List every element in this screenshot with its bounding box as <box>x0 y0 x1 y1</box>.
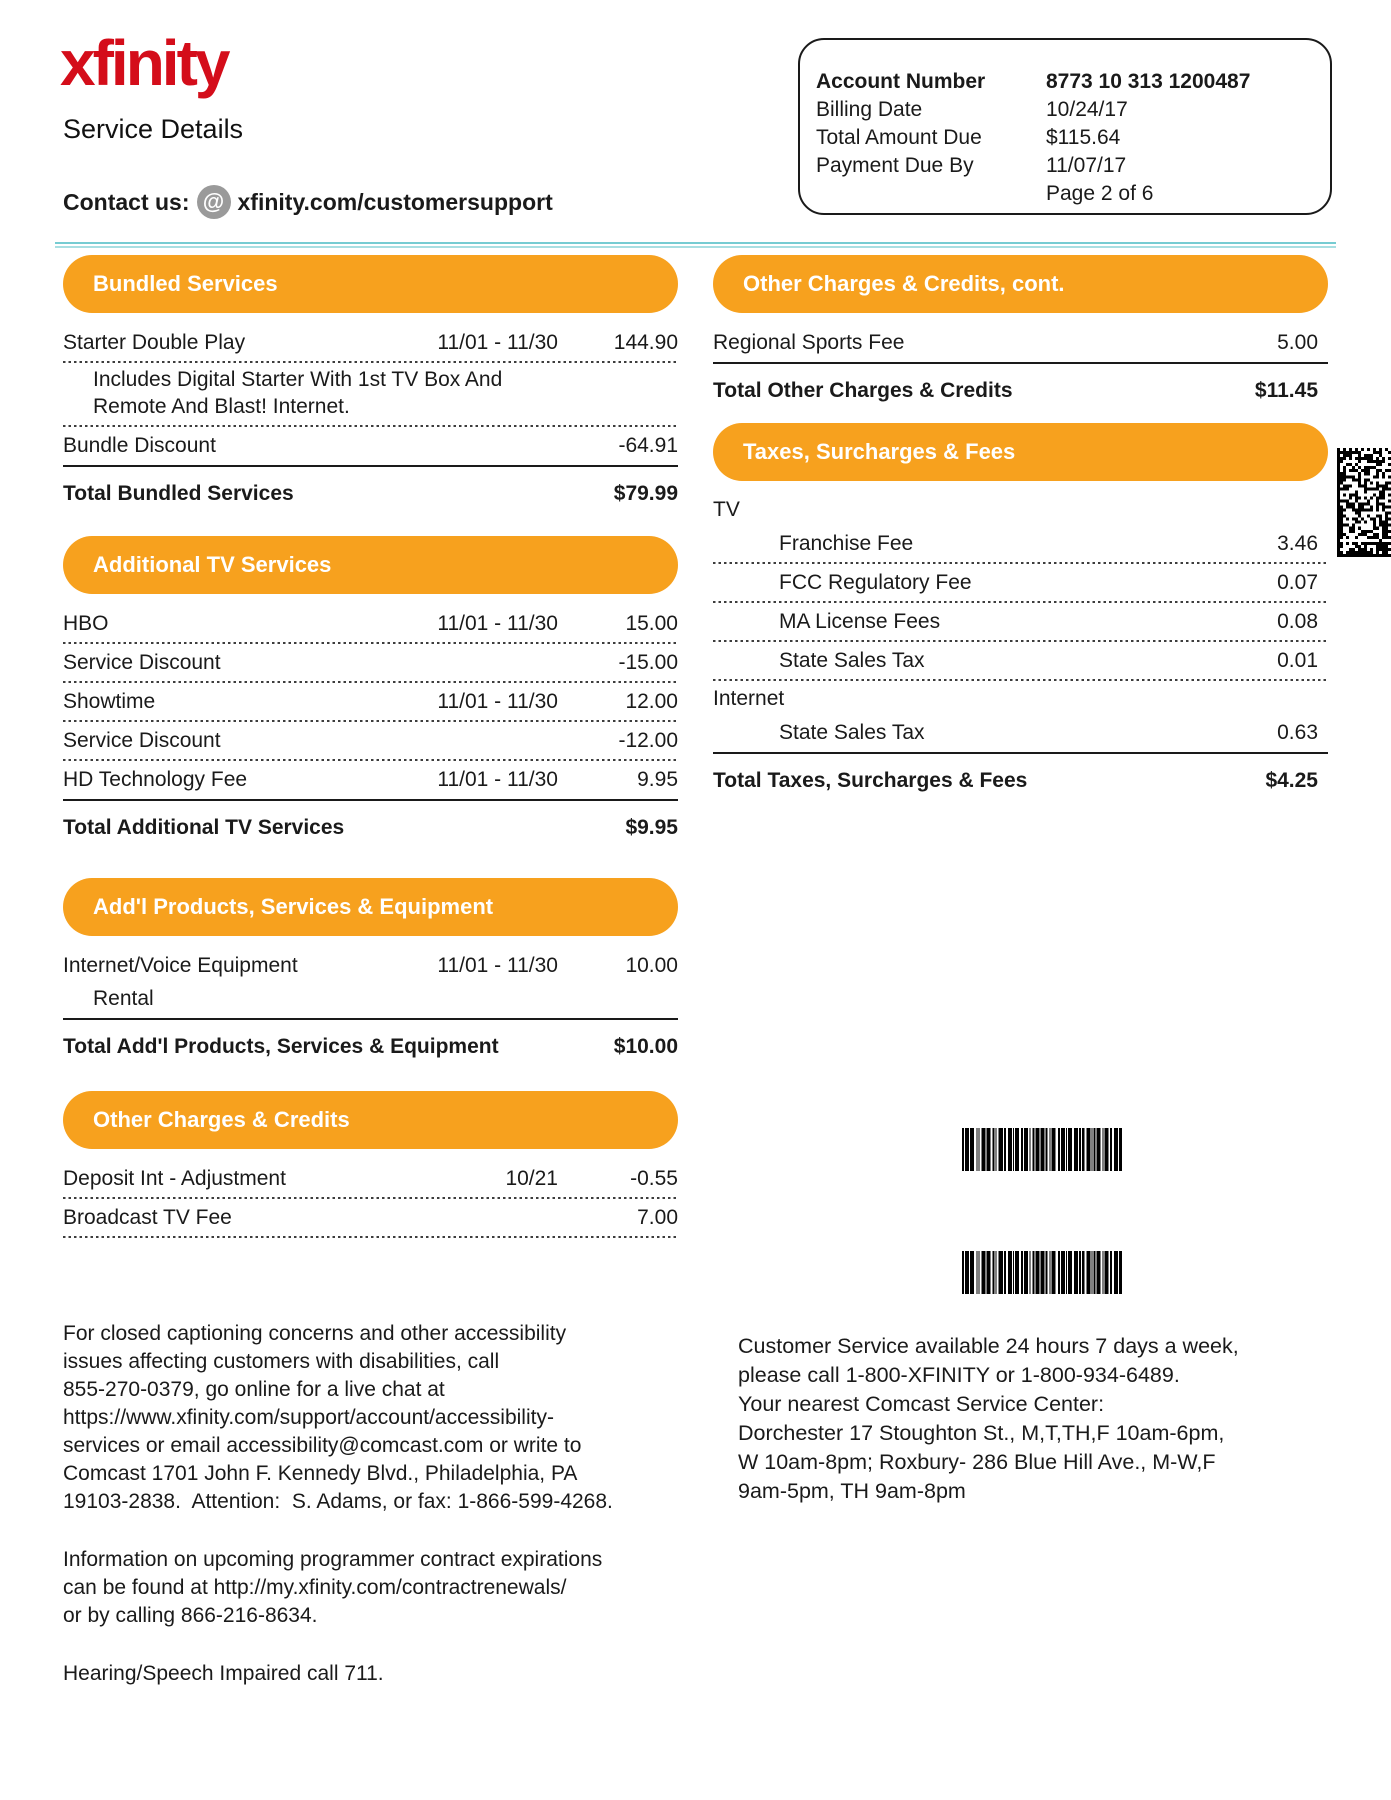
xfinity-logo: xfinity <box>60 27 228 99</box>
dotted-divider <box>63 642 678 644</box>
line-item-name: Internet/Voice Equipment <box>63 953 298 977</box>
line-item-amount: 3.46 <box>1277 531 1318 555</box>
line-item-amount: $9.95 <box>625 816 678 839</box>
total-row <box>63 801 678 850</box>
contact-label: Contact us: <box>63 188 190 215</box>
section-taxes-surcharges-fees <box>713 423 1328 803</box>
line-item-date: 11/01 - 11/30 <box>437 953 558 977</box>
total-row <box>63 1020 678 1069</box>
line-item-amount: 9.95 <box>637 767 678 791</box>
line-item-amount: 144.90 <box>613 330 678 354</box>
line-item-row <box>63 325 678 360</box>
line-item-row <box>63 645 678 680</box>
contact-url: xfinity.com/customersupport <box>237 188 553 215</box>
line-item-row <box>63 723 678 758</box>
section-title: Bundled Services <box>93 271 278 296</box>
account-box-row <box>816 96 1330 124</box>
account-box-value: 8773 10 313 1200487 <box>1046 70 1251 93</box>
line-item-row <box>713 643 1328 678</box>
line-item-row <box>63 1161 678 1196</box>
dotted-divider <box>63 720 678 722</box>
line-item-name: State Sales Tax <box>779 648 925 672</box>
account-box-label: Payment Due By <box>816 154 974 177</box>
section-add-l-products-services-equipment <box>63 878 678 1069</box>
line-item-row <box>63 1200 678 1235</box>
section-rows <box>63 602 678 850</box>
group-row <box>713 682 1328 715</box>
line-item-name: Total Other Charges & Credits <box>713 379 1013 402</box>
customer-service-note <box>738 1332 1338 1506</box>
line-item-name: Total Bundled Services <box>63 482 294 505</box>
line-item-name: Total Taxes, Surcharges & Fees <box>713 769 1028 792</box>
line-item-name: MA License Fees <box>779 609 941 633</box>
line-item-date: 11/01 - 11/30 <box>437 611 558 635</box>
line-item-name: Service Discount <box>63 728 221 752</box>
dotted-divider <box>63 361 678 363</box>
footnote-line: can be found at http://my.xfinity.com/contractrenewals/ <box>63 1576 567 1599</box>
line-item-note <box>63 364 678 424</box>
dotted-divider <box>713 601 1328 603</box>
section-other-charges-credits-cont <box>713 255 1328 413</box>
line-item-amount: -0.55 <box>630 1166 678 1190</box>
line-item-row <box>63 948 678 983</box>
footnote-paragraph <box>63 1546 678 1630</box>
customer-service-line: Your nearest Comcast Service Center: <box>738 1392 1105 1416</box>
footnote-line: or by calling 866-216-8634. <box>63 1604 318 1627</box>
line-item-name: State Sales Tax <box>779 720 925 744</box>
line-item-amount: $79.99 <box>613 482 678 505</box>
note-line: Includes Digital Starter With 1st TV Box And <box>93 368 503 391</box>
line-item-name: Deposit Int - Adjustment <box>63 1166 286 1190</box>
line-item-row <box>713 565 1328 600</box>
line-item-amount: $11.45 <box>1254 379 1318 402</box>
section-title: Other Charges & Credits <box>93 1107 350 1132</box>
left-column <box>63 255 678 1718</box>
dotted-divider <box>63 1197 678 1199</box>
total-row <box>63 467 678 516</box>
line-item-amount: 15.00 <box>625 611 678 635</box>
section-header-pill <box>63 255 678 313</box>
note-line: Remote And Blast! Internet. <box>93 395 350 418</box>
line-item-row <box>713 715 1328 750</box>
line-item-name: Showtime <box>63 689 156 713</box>
account-box-label: Account Number <box>816 70 986 93</box>
line-item-amount: 0.07 <box>1277 570 1318 594</box>
footnote-line: For closed captioning concerns and other accessibility <box>63 1322 567 1345</box>
account-summary-box <box>798 38 1332 215</box>
footnote-line: Hearing/Speech Impaired call 711. <box>63 1662 384 1685</box>
line-item-date: 11/01 - 11/30 <box>437 767 558 791</box>
line-item-row <box>63 762 678 797</box>
footnote-line: https://www.xfinity.com/support/account/accessibility- <box>63 1406 554 1429</box>
line-item-amount: -15.00 <box>618 650 678 674</box>
section-rows <box>63 1157 678 1238</box>
section-bundled-services <box>63 255 678 516</box>
line-item-amount: 5.00 <box>1277 330 1318 354</box>
account-box-row <box>816 152 1330 180</box>
contact-line <box>63 185 553 219</box>
customer-service-line: Customer Service available 24 hours 7 days a week, <box>738 1334 1239 1358</box>
footnote-line: Information on upcoming programmer contract expirations <box>63 1548 603 1571</box>
account-box-label: Billing Date <box>816 98 923 121</box>
line-item-name: Franchise Fee <box>779 531 914 555</box>
section-rows <box>713 489 1328 803</box>
footnote-paragraph <box>63 1320 678 1516</box>
line-item-amount: 0.63 <box>1277 720 1318 744</box>
line-item-amount: 12.00 <box>625 689 678 713</box>
line-item-row <box>63 428 678 463</box>
note-line: Rental <box>93 987 154 1010</box>
line-item-note <box>63 983 678 1016</box>
line-item-name: Starter Double Play <box>63 330 246 354</box>
line-item-name: TV <box>713 497 740 521</box>
section-title: Add'l Products, Services & Equipment <box>93 894 494 919</box>
line-item-row <box>713 526 1328 561</box>
account-box-value: $115.64 <box>1046 126 1121 149</box>
line-item-date: 11/01 - 11/30 <box>437 689 558 713</box>
customer-service-line: 9am-5pm, TH 9am-8pm <box>738 1479 966 1503</box>
page-title: Service Details <box>63 114 244 144</box>
account-box-label <box>816 180 1046 208</box>
line-item-name: Total Add'l Products, Services & Equipment <box>63 1035 499 1058</box>
account-box-row <box>816 180 1330 208</box>
section-header-pill <box>63 878 678 936</box>
section-rows <box>63 944 678 1069</box>
footnotes <box>63 1320 678 1688</box>
customer-service-line: Dorchester 17 Stoughton St., M,T,TH,F 10am-6pm, <box>738 1421 1225 1445</box>
line-item-name: Regional Sports Fee <box>713 330 905 354</box>
line-item-name: Broadcast TV Fee <box>63 1205 232 1229</box>
line-item-name: FCC Regulatory Fee <box>779 570 972 594</box>
line-item-date: 10/21 <box>505 1166 558 1190</box>
section-rows <box>713 321 1328 413</box>
header-divider <box>55 242 1336 248</box>
line-item-amount: -12.00 <box>618 728 678 752</box>
email-at-icon: @ <box>197 185 231 219</box>
account-box-value: Page 2 of 6 <box>1046 182 1154 205</box>
line-item-row <box>63 606 678 641</box>
dotted-divider <box>713 679 1328 681</box>
section-additional-tv-services <box>63 536 678 850</box>
dotted-divider <box>713 562 1328 564</box>
line-item-row <box>713 604 1328 639</box>
line-item-name: Service Discount <box>63 650 221 674</box>
line-item-amount: 7.00 <box>637 1205 678 1229</box>
total-row <box>713 364 1328 413</box>
section-title: Other Charges & Credits, cont. <box>743 271 1065 296</box>
dotted-divider <box>713 640 1328 642</box>
line-item-name: HD Technology Fee <box>63 767 248 791</box>
linear-barcode <box>962 1128 1123 1171</box>
footnote-line: issues affecting customers with disabilities, call <box>63 1350 500 1373</box>
account-box-value: 11/07/17 <box>1046 154 1127 177</box>
line-item-row <box>63 684 678 719</box>
account-box-value: 10/24/17 <box>1046 98 1128 121</box>
line-item-amount: 0.01 <box>1277 648 1318 672</box>
dotted-divider <box>63 1236 678 1238</box>
line-item-name: HBO <box>63 611 109 635</box>
linear-barcode <box>962 1251 1123 1294</box>
account-box-row <box>816 68 1330 96</box>
section-header-pill <box>63 1091 678 1149</box>
dotted-divider <box>63 425 678 427</box>
line-item-date: 11/01 - 11/30 <box>437 330 558 354</box>
account-box-label: Total Amount Due <box>816 126 982 149</box>
customer-service-line: please call 1-800-XFINITY or 1-800-934-6489. <box>738 1363 1180 1387</box>
line-item-amount: 10.00 <box>625 953 678 977</box>
total-row <box>713 754 1328 803</box>
section-header-pill <box>713 423 1328 481</box>
line-item-name: Bundle Discount <box>63 433 216 457</box>
section-rows <box>63 321 678 516</box>
section-title: Additional TV Services <box>93 552 332 577</box>
section-header-pill <box>63 536 678 594</box>
group-row <box>713 493 1328 526</box>
footnote-line: 19103-2838. Attention: S. Adams, or fax: 1-866-599-4268. <box>63 1490 613 1513</box>
dotted-divider <box>63 759 678 761</box>
line-item-amount: $4.25 <box>1265 769 1318 792</box>
dotted-divider <box>63 681 678 683</box>
line-item-name: Total Additional TV Services <box>63 816 345 839</box>
footnote-line: Comcast 1701 John F. Kennedy Blvd., Philadelphia, PA <box>63 1462 578 1485</box>
footnote-line: services or email accessibility@comcast.com or write to <box>63 1434 582 1457</box>
section-title: Taxes, Surcharges & Fees <box>743 439 1016 464</box>
account-box-row <box>816 124 1330 152</box>
section-header-pill <box>713 255 1328 313</box>
footnote-line: 855-270-0379, go online for a live chat at <box>63 1378 445 1401</box>
line-item-name: Internet <box>713 686 785 710</box>
section-other-charges-credits <box>63 1091 678 1238</box>
line-item-amount: 0.08 <box>1277 609 1318 633</box>
line-item-row <box>713 325 1328 360</box>
line-item-amount: $10.00 <box>613 1035 678 1058</box>
line-item-amount: -64.91 <box>618 433 678 457</box>
customer-service-line: W 10am-8pm; Roxbury- 286 Blue Hill Ave., M-W,F <box>738 1450 1216 1474</box>
datamatrix-barcode <box>1337 448 1391 557</box>
footnote-paragraph <box>63 1660 678 1688</box>
